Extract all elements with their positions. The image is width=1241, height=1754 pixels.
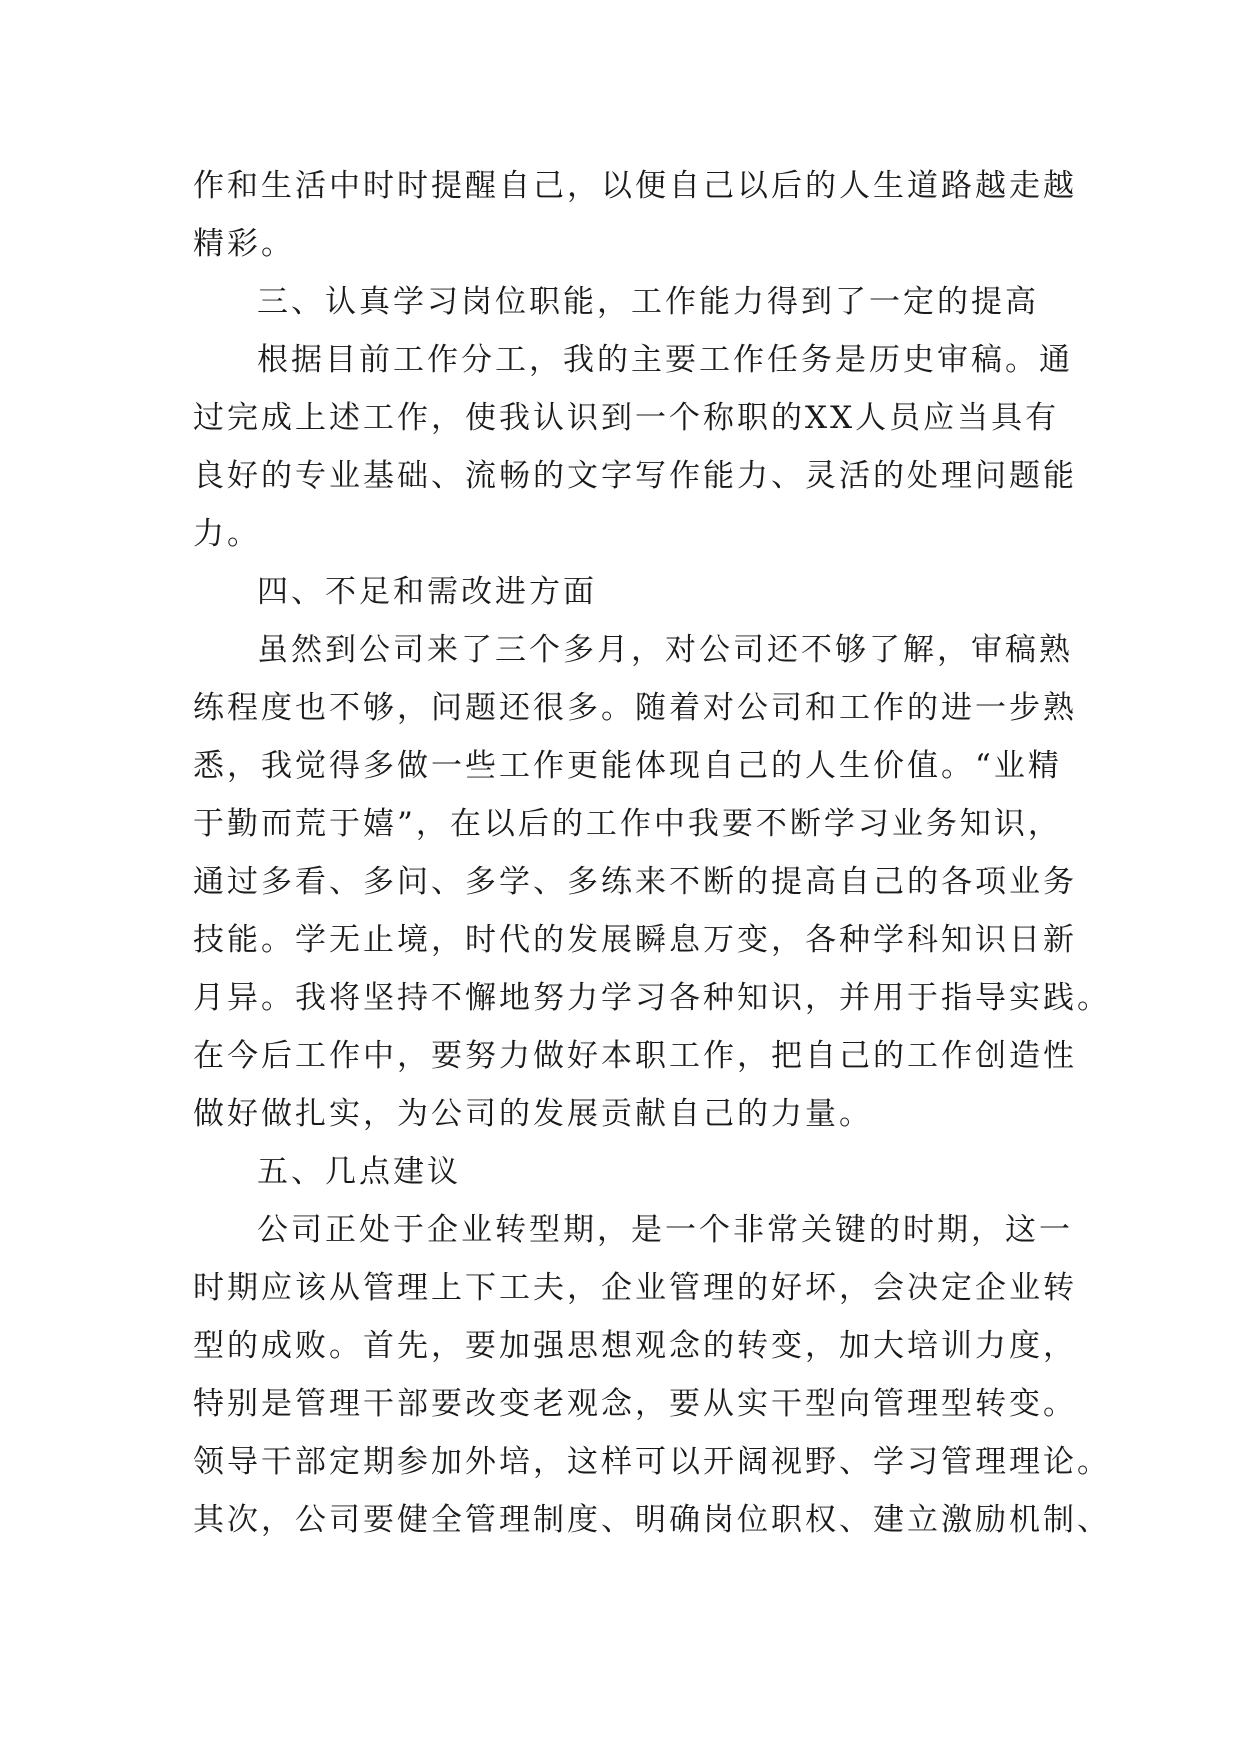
text-line: 练程度也不够，问题还很多。随着对公司和工作的进一步熟 [193, 690, 1077, 726]
section-heading-4: 四、不足和需改进方面 [257, 574, 597, 610]
text-line: 时期应该从管理上下工夫，企业管理的好坏，会决定企业转 [193, 1270, 1077, 1306]
text-line: 过完成上述工作，使我认识到一个称职的XX人员应当具有 [193, 400, 1060, 436]
text-line: 月异。我将坚持不懈地努力学习各种知识，并用于指导实践。 [193, 980, 1111, 1016]
section-heading-5: 五、几点建议 [257, 1154, 461, 1190]
text-line: 特别是管理干部要改变老观念，要从实干型向管理型转变。 [193, 1386, 1077, 1422]
document-body [193, 157, 1111, 1549]
text-line: 良好的专业基础、流畅的文字写作能力、灵活的处理问题能 [193, 458, 1077, 494]
text-line: 领导干部定期参加外培，这样可以开阔视野、学习管理理论。 [193, 1444, 1111, 1480]
text-line: 根据目前工作分工，我的主要工作任务是历史审稿。通 [257, 342, 1073, 378]
text-line: 作和生活中时时提醒自己，以便自己以后的人生道路越走越 [193, 168, 1077, 204]
text-line: 于勤而荒于嬉”，在以后的工作中我要不断学习业务知识， [193, 806, 1062, 842]
text-line: 型的成败。首先，要加强思想观念的转变，加大培训力度， [193, 1328, 1077, 1364]
text-line: 悉，我觉得多做一些工作更能体现自己的人生价值。“业精 [193, 748, 1062, 784]
section-heading-3: 三、认真学习岗位职能，工作能力得到了一定的提高 [257, 284, 1039, 320]
text-line: 力。 [193, 516, 261, 552]
text-line: 其次，公司要健全管理制度、明确岗位职权、建立激励机制、 [193, 1502, 1111, 1538]
text-line: 通过多看、多问、多学、多练来不断的提高自己的各项业务 [193, 864, 1077, 900]
text-line: 技能。学无止境，时代的发展瞬息万变，各种学科知识日新 [193, 922, 1077, 958]
text-line: 做好做扎实，为公司的发展贡献自己的力量。 [193, 1096, 873, 1132]
text-line: 在今后工作中，要努力做好本职工作，把自己的工作创造性 [193, 1038, 1077, 1074]
text-line: 精彩。 [193, 226, 295, 262]
text-line: 公司正处于企业转型期，是一个非常关键的时期，这一 [257, 1212, 1073, 1248]
text-line: 虽然到公司来了三个多月，对公司还不够了解，审稿熟 [257, 632, 1073, 668]
